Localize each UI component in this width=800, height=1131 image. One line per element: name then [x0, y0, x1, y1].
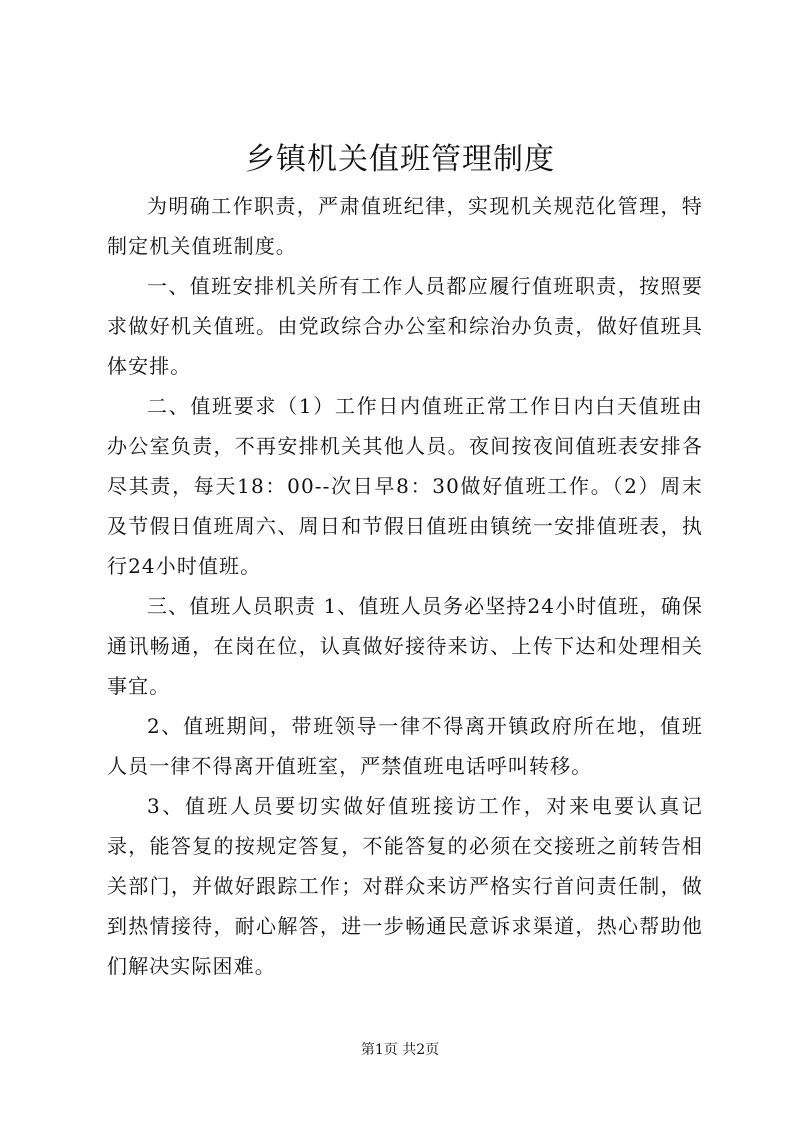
document-body — [107, 186, 703, 986]
document-title: 乡镇机关值班管理制度 — [245, 142, 555, 177]
paragraph-intro: 为明确工作职责，严肃值班纪律，实现机关规范化管理，特制定机关值班制度。 — [107, 194, 703, 258]
page-footer: 第1页 共2页 — [360, 1042, 440, 1058]
paragraph-section-3: 三、值班人员职责 1、值班人员务必坚持24小时值班，确保通讯畅通，在岗在位，认真做好接待来访、上传下达和处理相关事宜。 — [107, 594, 703, 698]
paragraph-item-2: 2、值班期间，带班领导一律不得离开镇政府所在地，值班人员一律不得离开值班室，严禁值班电话呼叫转移。 — [107, 714, 703, 778]
paragraph-item-3: 3、值班人员要切实做好值班接访工作，对来电要认真记录，能答复的按规定答复，不能答复的必须在交接班之前转告相关部门，并做好跟踪工作；对群众来访严格实行首问责任制，做到热情接待，耐心解答，进一步畅通民意诉求渠道，热心帮助他们解决实际困难。 — [107, 794, 703, 978]
paragraph-section-1: 一、值班安排机关所有工作人员都应履行值班职责，按照要求做好机关值班。由党政综合办公室和综治办负责，做好值班具体安排。 — [107, 274, 703, 378]
paragraph-section-2: 二、值班要求（1）工作日内值班正常工作日内白天值班由办公室负责，不再安排机关其他人员。夜间按夜间值班表安排各尽其责，每天18：00--次日早8：30做好值班工作。（2）周末及节假日值班周六、周日和节假日值班由镇统一安排值班表，执行24小时值班。 — [107, 394, 703, 578]
